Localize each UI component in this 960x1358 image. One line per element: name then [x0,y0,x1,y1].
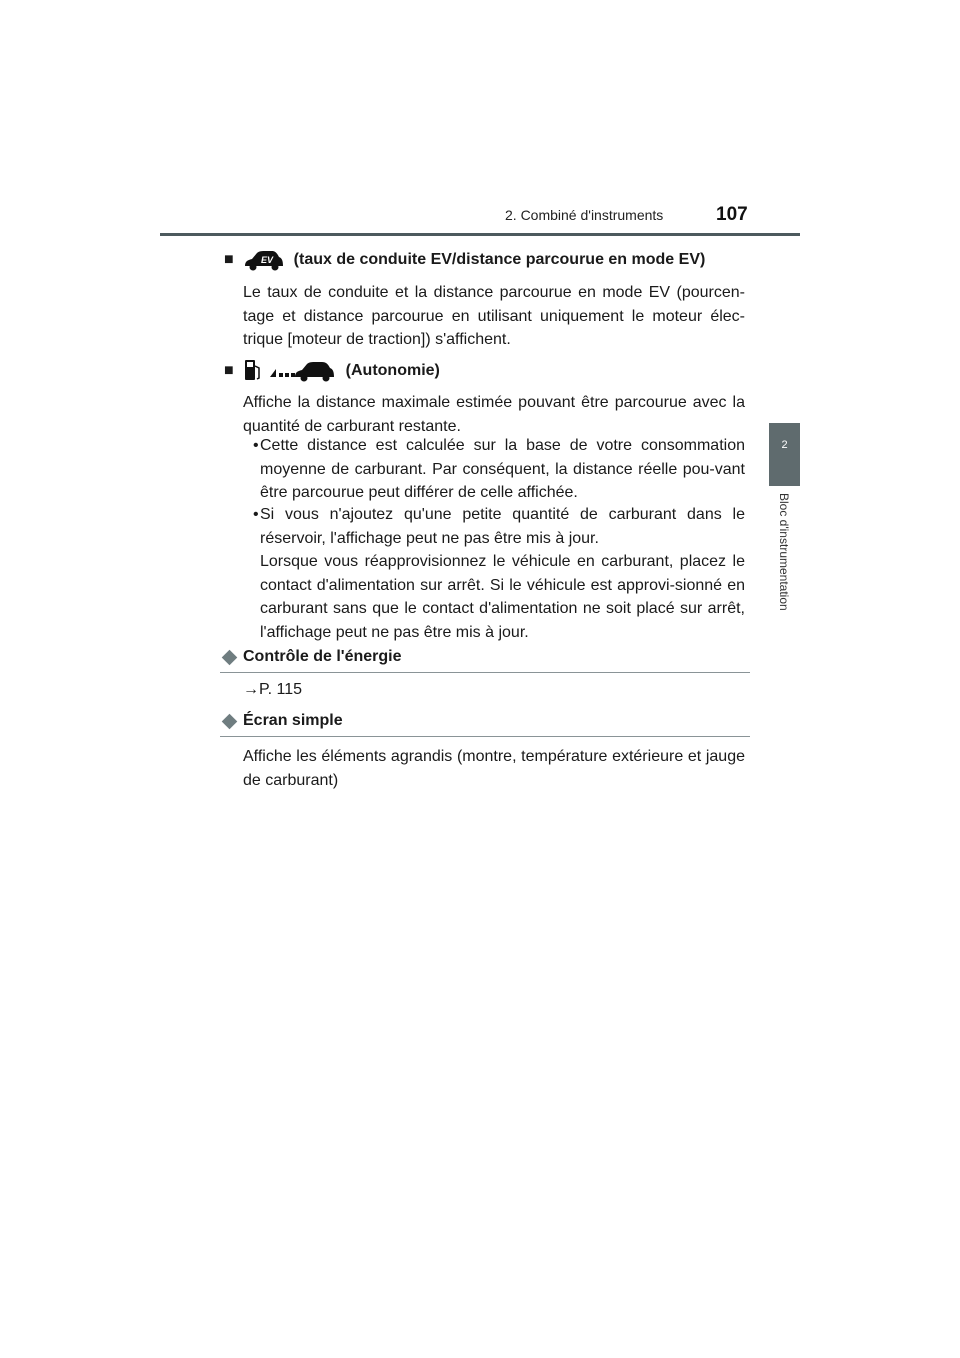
simple-screen-title: Écran simple [243,712,343,729]
page-number: 107 [716,204,748,225]
fuel-range-icon [242,358,336,384]
range-item-text: Affiche la distance maximale estimée pouvant être parcourue avec la quantité de carburant restante. [243,394,745,435]
chapter-tab [769,423,800,486]
chapter-tab-number: 2 [781,439,788,451]
range-item-title: (Autonomie) [345,362,440,379]
energy-monitor-title: Contrôle de l'énergie [243,648,402,665]
diamond-icon [222,713,238,729]
bullet-dot: • [253,437,259,454]
square-bullet: ■ [224,251,234,268]
bullet-text: Si vous n'ajoutez qu'une petite quantité de carburant dans le réservoir, l'affichage peut ne pas être mis à jour. [260,506,745,547]
ev-item-title: (taux de conduite EV/distance parcourue en mode EV) [293,251,706,268]
section-rule [220,672,750,673]
range-item-heading [224,358,440,384]
bullet-dot: • [253,506,259,523]
bullet-text: Cette distance est calculée sur la base de votre consommation moyenne de carburant. Par conséquent, la distance réelle pou-vant être parcourue peut différer de celle affichée. [260,437,745,501]
bullet-text: Lorsque vous réapprovisionnez le véhicule en carburant, placez le contact d'alimentation sur arrêt. Si le véhicule est approvi-sionné en carburant sans que le contact d'alimentation ne soit placé sur arrêt, l'affichage peut ne pas être mis à jour. [260,553,745,641]
ev-car-icon [242,248,284,272]
energy-monitor-heading [220,648,750,666]
page-reference-link[interactable]: →P. 115 [243,681,303,698]
range-bullet-2 [243,503,745,644]
chapter-side-label-text: Bloc d'instrumentation [777,493,791,611]
section-rule [220,736,750,737]
simple-screen-text: Affiche les éléments agrandis (montre, température extérieure et jauge de carburant) [243,748,745,789]
chapter-side-label [764,493,804,643]
simple-screen-heading [220,712,750,730]
header-rule [160,233,800,236]
range-bullet-1 [243,434,745,505]
ev-item-text: Le taux de conduite et la distance parcourue en mode EV (pourcen-tage et distance parcourue en utilisant uniquement le moteur élec-trique [moteur de traction]) s'affichent. [243,284,745,348]
chapter-title: 2. Combiné d'instruments [505,207,664,223]
diamond-icon [222,649,238,665]
svg-text:EV: EV [260,255,273,265]
ev-item-heading [224,248,705,272]
square-bullet: ■ [224,362,234,379]
